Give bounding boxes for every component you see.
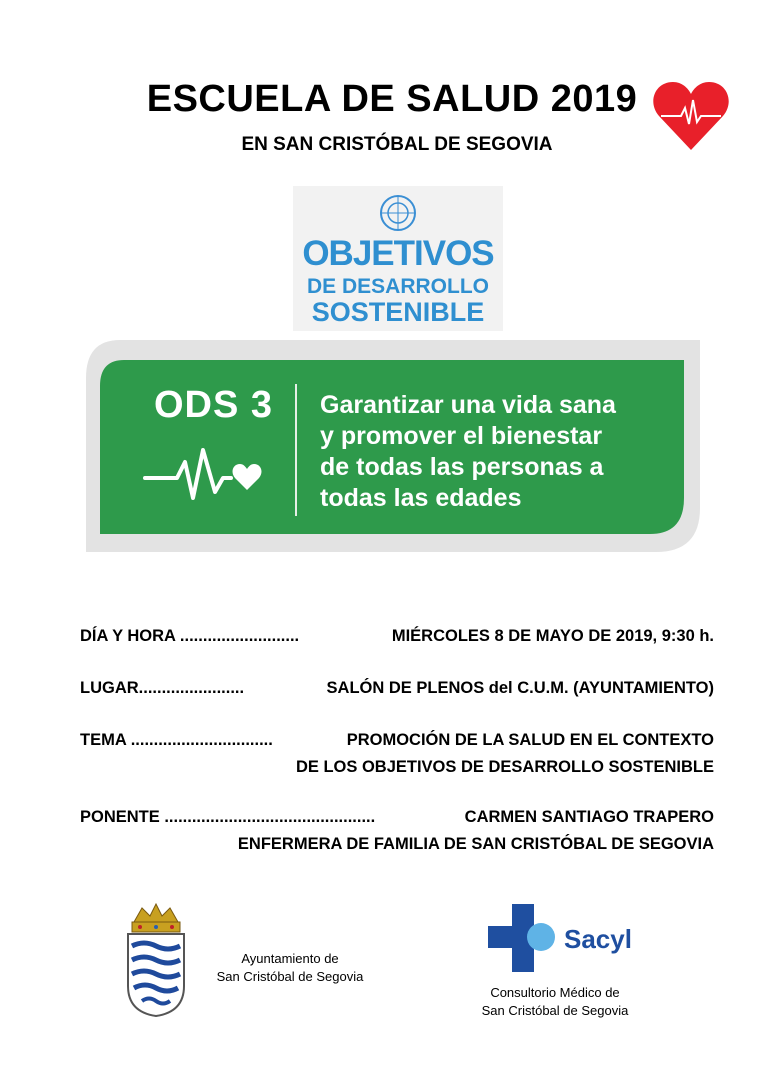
dia-value: MIÉRCOLES 8 DE MAYO DE 2019, 9:30 h. [391, 627, 714, 645]
lugar-value: SALÓN DE PLENOS del C.U.M. (AYUNTAMIENTO) [326, 679, 714, 697]
ayto-line: Ayuntamiento de [241, 951, 339, 966]
detail-tema [80, 731, 714, 750]
un-emblem-icon [373, 192, 423, 234]
ayto-line: San Cristóbal de Segovia [216, 969, 364, 984]
consultorio-line: San Cristóbal de Segovia [481, 1003, 629, 1018]
page-title: ESCUELA DE SALUD 2019 [146, 78, 638, 120]
tema-label: TEMA ............................... [80, 731, 273, 749]
consultorio-label [460, 984, 650, 1020]
lugar-label: LUGAR....................... [80, 679, 245, 697]
page-subtitle: EN SAN CRISTÓBAL DE SEGOVIA [241, 134, 553, 155]
ods-description [320, 390, 670, 514]
sdg-word-objetivos: OBJETIVOS [302, 234, 494, 273]
ods-line: Garantizar una vida sana [320, 391, 616, 419]
banner-divider [295, 384, 297, 516]
consultorio-line: Consultorio Médico de [490, 985, 620, 1000]
heartbeat-heart-icon [143, 432, 263, 512]
dia-label: DÍA Y HORA .......................... [80, 627, 300, 645]
coat-of-arms-icon [122, 900, 190, 1018]
sacyl-cross-icon [488, 902, 560, 974]
sdg-word-desarrollo: DE DESARROLLO [306, 275, 489, 298]
tema-continuation: DE LOS OBJETIVOS DE DESARROLLO SOSTENIBLE [295, 758, 714, 776]
tema-value: PROMOCIÓN DE LA SALUD EN EL CONTEXTO [346, 731, 714, 749]
ayuntamiento-label [200, 950, 380, 986]
detail-lugar [80, 679, 714, 698]
heart-icon [651, 80, 731, 152]
sacyl-logo [488, 902, 638, 977]
ponente-value: CARMEN SANTIAGO TRAPERO [464, 808, 714, 826]
ods-line: y promover el bienestar [320, 422, 603, 450]
sdg-word-sostenible: SOSTENIBLE [311, 297, 485, 327]
ods-number: ODS 3 [154, 384, 274, 426]
detail-dia [80, 627, 714, 646]
ponente-continuation: ENFERMERA DE FAMILIA DE SAN CRISTÓBAL DE SEGOVIA [237, 835, 714, 853]
sacyl-brand: Sacyl [564, 924, 632, 954]
ods-line: todas las edades [320, 484, 522, 512]
detail-ponente [80, 808, 714, 827]
sdg-logo [293, 186, 503, 331]
ods-line: de todas las personas a [320, 453, 604, 481]
ponente-label: PONENTE .............................................. [80, 808, 376, 826]
